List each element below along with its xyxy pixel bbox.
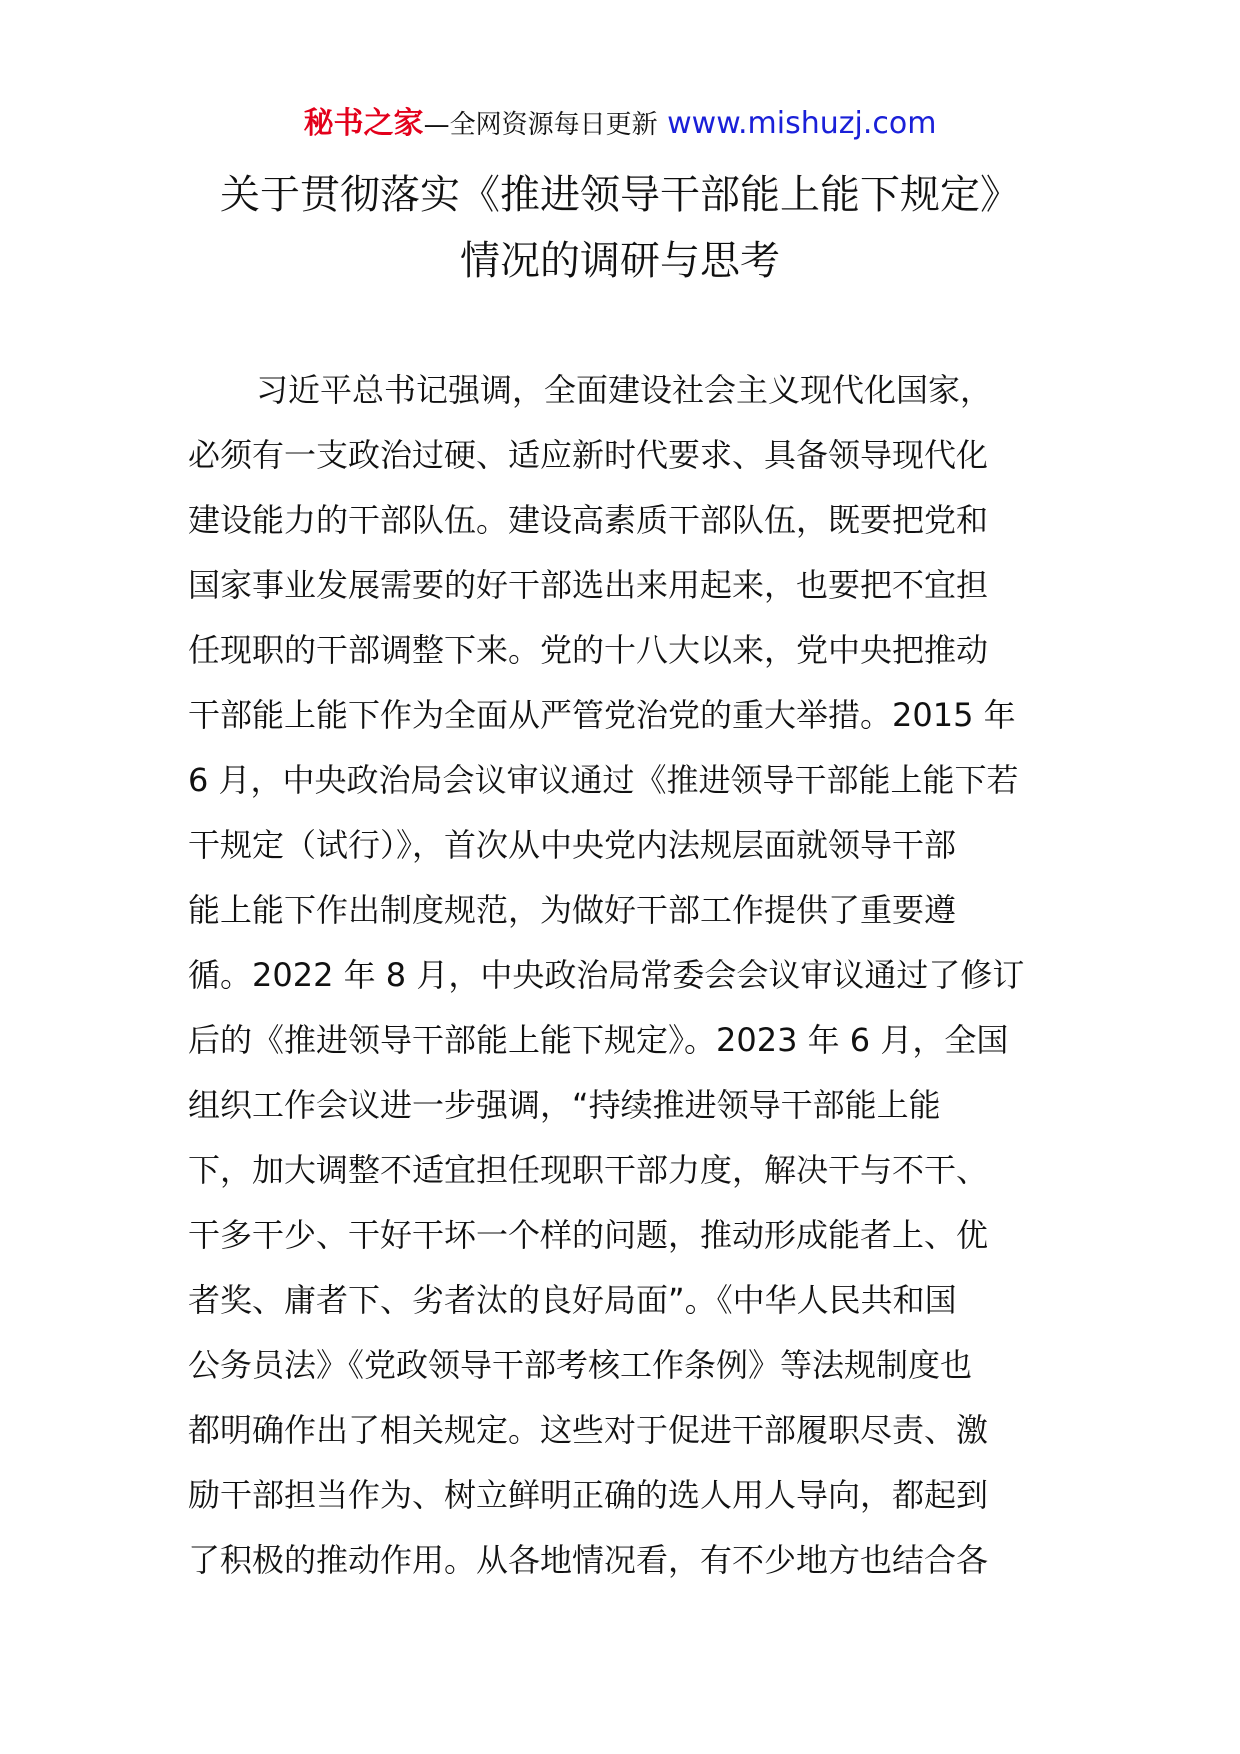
- document-title: [0, 162, 1240, 294]
- body-line: 干部能上能下作为全面从严管党治党的重大举措。2015 年: [188, 696, 1016, 734]
- body-line: 后的《推进领导干部能上能下规定》。2023 年 6 月，全国: [188, 1021, 1009, 1059]
- site-header: [0, 100, 1240, 149]
- title-line-1: 关于贯彻落实《推进领导干部能上能下规定》: [220, 172, 1020, 218]
- body-line: 循。2022 年 8 月，中央政治局常委会会议审议通过了修订: [188, 956, 1025, 994]
- body-line: 建设能力的干部队伍。建设高素质干部队伍，既要把党和: [188, 501, 989, 539]
- body-line: 习近平总书记强调，全面建设社会主义现代化国家，: [256, 371, 993, 409]
- body-line: 任现职的干部调整下来。党的十八大以来，党中央把推动: [188, 631, 989, 669]
- body-line: 干规定（试行）》，首次从中央党内法规层面就领导干部: [188, 826, 957, 864]
- body-line: 6 月，中央政治局会议审议通过《推进领导干部能上能下若: [188, 761, 1019, 799]
- body-line: 组织工作会议进一步强调，“持续推进领导干部能上能: [188, 1086, 941, 1124]
- body-line: 干多干少、干好干坏一个样的问题，推动形成能者上、优: [188, 1216, 989, 1254]
- body-line: 公务员法》《党政领导干部考核工作条例》等法规制度也: [188, 1346, 973, 1384]
- site-tagline: —全网资源每日更新: [423, 110, 658, 140]
- body-line: 励干部担当作为、树立鲜明正确的选人用人导向，都起到: [188, 1476, 989, 1514]
- body-line: 都明确作出了相关规定。这些对于促进干部履职尽责、激: [188, 1411, 989, 1449]
- brand-name: 秘书之家: [303, 106, 424, 141]
- site-url-link[interactable]: www.mishuzj.com: [667, 106, 937, 141]
- body-line: 能上能下作出制度规范，为做好干部工作提供了重要遵: [188, 891, 957, 929]
- body-line: 者奖、庸者下、劣者汰的良好局面”。《中华人民共和国: [188, 1281, 957, 1319]
- body-line: 了积极的推动作用。从各地情况看，有不少地方也结合各: [188, 1541, 989, 1579]
- body-line: 下，加大调整不适宜担任现职干部力度，解决干与不干、: [188, 1151, 989, 1189]
- body-paragraph: [188, 358, 1052, 1593]
- body-line: 必须有一支政治过硬、适应新时代要求、具备领导现代化: [188, 436, 989, 474]
- title-line-2: 情况的调研与思考: [460, 238, 780, 284]
- body-line: 国家事业发展需要的好干部选出来用起来，也要把不宜担: [188, 566, 989, 604]
